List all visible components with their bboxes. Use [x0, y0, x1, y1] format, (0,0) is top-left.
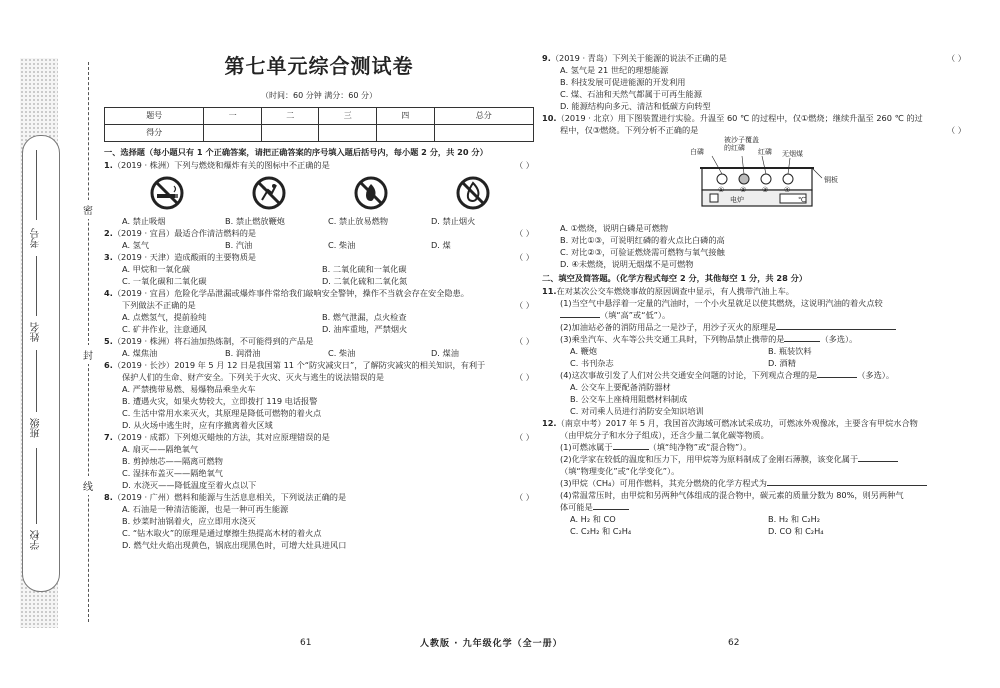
option-b[interactable]: B. 剪掉烛芯——隔离可燃物: [122, 456, 223, 466]
score-header-cell: 四: [377, 108, 435, 125]
footer-edition: 人教版 · 九年级化学（全一册）: [420, 639, 563, 649]
info-frame: [22, 135, 60, 592]
answer-blank[interactable]: [776, 329, 896, 330]
answer-bracket[interactable]: （ ）: [515, 300, 534, 310]
option-b[interactable]: B. 燃气泄漏，点火检查: [322, 312, 407, 322]
question-10-line2: 程中，仅③燃烧。下列分析不正确的是 （ ）: [560, 125, 966, 135]
combustion-apparatus-diagram: [690, 138, 966, 220]
option-a[interactable]: A. 氢气是 21 世纪的理想能源: [560, 65, 669, 75]
circle-label-1: ①: [718, 186, 725, 194]
option-c[interactable]: C. 湿抹布盖灭——隔绝氧气: [122, 468, 223, 478]
option-d[interactable]: D. 油库重地，严禁烟火: [322, 324, 408, 334]
exam-number-label: 考号: [31, 228, 42, 248]
option-d[interactable]: D. 从火场中逃生时，应有序撤离着火区域: [122, 420, 273, 430]
question-3: 3.（2019 · 天津）造成酸雨的主要物质是 （ ）: [104, 252, 534, 262]
question-6-line2: 保护人们的生命、财产安全。下列关于火灾、灭火与逃生的说法错误的是 （ ）: [122, 372, 534, 382]
no-flammables-sign: [330, 176, 432, 210]
option-a[interactable]: A. 严禁携带易燃、易爆物品乘坐火车: [122, 384, 256, 394]
option-b[interactable]: B. 对比①③，可说明红磷的着火点比白磷的高: [560, 235, 725, 245]
score-header-cell: 二: [261, 108, 319, 125]
question-4-options-cd: [104, 323, 534, 335]
option-d[interactable]: D. 煤油: [431, 348, 459, 358]
no-fireworks-icon: [252, 176, 286, 210]
answer-bracket[interactable]: （ ）: [515, 372, 534, 382]
answer-bracket[interactable]: （ ）: [515, 492, 534, 502]
page-number-left: 61: [300, 638, 312, 648]
option-c[interactable]: C. 对比②③，可验证燃烧需可燃物与氧气接触: [560, 247, 725, 257]
option-d[interactable]: D. 二氧化硫和二氧化氮: [322, 276, 408, 286]
question-8: 8.（2019 · 广州）燃料和能源与生活息息相关，下列说法正确的是 （ ）: [104, 492, 534, 502]
option-b[interactable]: B. 瓶装饮料: [768, 346, 812, 356]
option-b[interactable]: B. 润滑油: [225, 348, 261, 358]
no-open-flame-sign: [432, 176, 534, 210]
option-b[interactable]: B. 汽油: [225, 240, 253, 250]
question-1-options: [104, 215, 534, 227]
option-a[interactable]: A. ①燃烧，说明白磷是可燃物: [560, 223, 669, 233]
no-fireworks-sign: [228, 176, 330, 210]
option-c[interactable]: C. 柴油: [328, 240, 356, 250]
q11-part1-cont: （填“高”或“低”）。: [542, 309, 966, 321]
label-electric-furnace: 电炉: [730, 196, 744, 204]
question-12: 12.（南京中考）2017 年 5 月，我国首次海域可燃冰试采成功，可燃冰外观像冰，主要含有甲烷水合物: [542, 418, 918, 428]
q12-part4-cont: 体可能是: [542, 501, 966, 513]
school-line: [36, 448, 37, 524]
score-table: [104, 107, 534, 142]
no-flammables-icon: [354, 176, 388, 210]
score-header-cell: 总分: [434, 108, 533, 125]
option-a[interactable]: A. 点燃氢气，提前验纯: [122, 312, 207, 322]
answer-bracket[interactable]: （ ）: [515, 160, 534, 170]
cut-mark-seal: 密: [82, 200, 94, 219]
school-label: 学校: [31, 530, 42, 550]
answer-bracket[interactable]: （ ）: [947, 125, 966, 135]
score-header-cell: 三: [319, 108, 377, 125]
label-red-phosphorus: 红磷: [758, 148, 772, 156]
option-b[interactable]: B. 禁止燃放鞭炮: [225, 216, 285, 226]
label-temperature-unit: ℃: [798, 196, 806, 204]
answer-blank[interactable]: [767, 485, 927, 486]
q12-options-ab: [542, 513, 966, 525]
option-d[interactable]: D. 酒精: [768, 358, 796, 368]
q11-part1: (1)当空气中悬浮着一定量的汽油时，一个小火星就足以使其燃烧，这说明汽油的着火点较: [560, 298, 883, 308]
section-heading-1: 一、选择题（每小题只有 1 个正确答案，请把正确答案的序号填入题后括号内，每小题 2 分，共 20 分）: [104, 147, 488, 157]
q12-options-cd: [542, 525, 966, 537]
answer-blank[interactable]: [613, 449, 649, 450]
right-page: [542, 52, 966, 537]
option-d[interactable]: D. 燃气灶火焰出现黄色，锅底出现黑色时，可增大灶具进风口: [122, 540, 347, 550]
question-1: 1.（2019 · 株洲）下列与燃烧和爆炸有关的图标中不正确的是 （ ）: [104, 160, 534, 170]
exam-subtitle: （时间：60 分钟 满分：60 分）: [261, 91, 377, 100]
answer-bracket[interactable]: （ ）: [515, 336, 534, 346]
option-c[interactable]: C. 对司乘人员进行消防安全知识培训: [570, 406, 704, 416]
circle-label-4: ④: [784, 186, 791, 194]
option-d[interactable]: D. 煤: [431, 240, 451, 250]
option-c[interactable]: C. C₂H₂ 和 C₂H₄: [570, 526, 632, 536]
question-6: 6.（2019 · 长沙）2019 年 5 月 12 日是我国第 11 个“防灾减灾日”，了解防灾减灾的相关知识，有利于: [104, 360, 486, 370]
question-4-options-ab: [104, 311, 534, 323]
question-2-options: [104, 239, 534, 251]
question-5: 5.（2019 · 株洲）将石油加热炼制，不可能得到的产品是 （ ）: [104, 336, 534, 346]
answer-blank[interactable]: [560, 317, 600, 318]
question-9: 9.（2019 · 青岛）下列关于能源的说法不正确的是 （ ）: [542, 53, 966, 63]
safety-signs: [104, 171, 534, 215]
option-d[interactable]: D. 能源结构向多元、清洁和低碳方向转型: [560, 101, 711, 111]
q11-part3-options-cd: [542, 357, 966, 369]
answer-blank[interactable]: [593, 509, 629, 510]
cut-mark-close: 封: [82, 345, 94, 364]
q11-part2: (2)加油站必备的消防用品之一是沙子，用沙子灭火的原理是: [542, 321, 966, 333]
q11-part3: (3)乘坐汽车、火车等公共交通工具时，下列物品禁止携带的是 （多选）。: [560, 334, 858, 344]
class-line: [36, 350, 37, 412]
score-header-cell: 题号: [105, 108, 204, 125]
option-d[interactable]: D. CO 和 C₂H₄: [768, 526, 824, 536]
score-cell[interactable]: [377, 125, 435, 142]
question-10: 10.（2019 · 北京）用下图装置进行实验。升温至 60 ℃ 的过程中，仅①燃烧；继续升温至 260 ℃ 的过: [542, 113, 923, 123]
option-b[interactable]: B. 二氧化硫和一氧化碳: [322, 264, 407, 274]
question-4: 4.（2019 · 宜昌）危险化学品泄漏或爆炸事件常给我们敲响安全警钟，操作不当就会存在安全隐患。: [104, 288, 469, 298]
cut-mark-line: 线: [82, 476, 94, 495]
q11-part3-options-ab: [542, 345, 966, 357]
option-c[interactable]: C. “钻木取火”的原理是通过摩擦生热提高木材的着火点: [122, 528, 322, 538]
no-smoking-sign: [126, 176, 228, 210]
score-cell[interactable]: [319, 125, 377, 142]
answer-bracket[interactable]: （ ）: [515, 228, 534, 238]
circle-label-3: ③: [762, 186, 769, 194]
section-heading-2: 二、填空及简答题。（化学方程式每空 2 分，其他每空 1 分，共 28 分）: [542, 273, 808, 283]
option-a[interactable]: A. H₂ 和 CO: [570, 514, 616, 524]
binding-sidebar: [0, 0, 92, 688]
answer-bracket[interactable]: （ ）: [515, 432, 534, 442]
cut-line: [88, 62, 89, 622]
option-b[interactable]: B. H₂ 和 C₂H₂: [768, 514, 821, 524]
no-smoking-icon: [150, 176, 184, 210]
option-b[interactable]: B. 炒菜时油锅着火，应立即用水浇灭: [122, 516, 256, 526]
question-4-line2: 下列做法不正确的是 （ ）: [122, 300, 534, 310]
answer-bracket[interactable]: （ ）: [947, 53, 966, 63]
answer-blank[interactable]: [784, 341, 820, 342]
label-copper-plate: 铜板: [824, 176, 838, 184]
answer-blank[interactable]: [817, 377, 857, 378]
option-d[interactable]: D. 禁止烟火: [431, 216, 476, 226]
q12-part3: (3)甲烷（CH₄）可用作燃料，其充分燃烧的化学方程式为: [542, 477, 966, 489]
score-cell[interactable]: [204, 125, 262, 142]
option-b[interactable]: B. 遭遇火灾，如果火势较大，立即拨打 119 电话报警: [122, 396, 318, 406]
label-anthracite: 无烟煤: [782, 150, 803, 158]
option-a[interactable]: A. 氢气: [122, 240, 150, 250]
circle-label-2: ②: [740, 186, 747, 194]
question-3-options-ab: [104, 263, 534, 275]
question-2: 2.（2019 · 宜昌）最适合作清洁燃料的是 （ ）: [104, 228, 534, 238]
score-cell[interactable]: [434, 125, 533, 142]
score-cell[interactable]: [261, 125, 319, 142]
answer-bracket[interactable]: （ ）: [515, 252, 534, 262]
option-a[interactable]: A. 禁止吸烟: [122, 216, 166, 226]
score-label-cell: 得分: [105, 125, 204, 142]
question-7: 7.（2019 · 成都）下列熄灭蜡烛的方法，其对应原理错误的是 （ ）: [104, 432, 534, 442]
q12-part2-cont: （填“物理变化”或“化学变化”）。: [560, 466, 680, 476]
option-a[interactable]: A. 石油是一种清洁能源，也是一种可再生能源: [122, 504, 289, 514]
score-header-cell: 一: [204, 108, 262, 125]
question-5-options: [104, 347, 534, 359]
option-c[interactable]: C. 一氧化碳和二氧化碳: [122, 276, 207, 286]
option-a[interactable]: A. 甲烷和一氧化碳: [122, 264, 190, 274]
option-d[interactable]: D. 水浇灭——降低温度至着火点以下: [122, 480, 257, 490]
exam-number-line: [36, 150, 37, 220]
option-a[interactable]: A. 煤焦油: [122, 348, 158, 358]
page-number-right: 62: [728, 638, 740, 648]
q12-line2: （由甲烷分子和水分子组成），还含少量二氧化碳等物质。: [560, 430, 769, 440]
class-label: 班级: [31, 418, 42, 438]
option-c[interactable]: C. 禁止放易燃物: [328, 216, 389, 226]
option-a[interactable]: A. 扇灭——隔绝氧气: [122, 444, 199, 454]
option-b[interactable]: B. 公交车上座椅用阻燃材料制成: [570, 394, 688, 404]
option-a[interactable]: A. 公交车上要配备消防器材: [570, 382, 671, 392]
q12-part4: (4)常温常压时，由甲烷和另两种气体组成的混合物中，碳元素的质量分数为 80%，则另两种气: [560, 490, 904, 500]
label-white-phosphorus: 白磷: [690, 148, 704, 156]
q11-part4: (4)这次事故引发了人们对公共交通安全问题的讨论，下列观点合理的是 （多选）。: [560, 370, 895, 380]
label-covered-red-phosphorus: 被沙子覆盖的红磷: [724, 136, 759, 152]
option-c[interactable]: C. 煤、石油和天然气都属于可再生能源: [560, 89, 702, 99]
question-3-options-cd: [104, 275, 534, 287]
option-c[interactable]: C. 柴油: [328, 348, 356, 358]
option-a[interactable]: A. 鞭炮: [570, 346, 598, 356]
option-c[interactable]: C. 矿井作业，注意通风: [122, 324, 207, 334]
option-c[interactable]: C. 书刊杂志: [570, 358, 614, 368]
q12-part1: (1)可燃冰属于 （填“纯净物”或“混合物”）。: [560, 442, 752, 452]
answer-blank[interactable]: [858, 461, 898, 462]
left-page: [104, 52, 534, 551]
name-label: 姓名: [31, 322, 42, 342]
question-11: 11.在对某次公交车燃烧事故的原因调查中显示，有人携带汽油上车。: [542, 286, 794, 296]
option-b[interactable]: B. 科技发展可促进能源的开发利用: [560, 77, 686, 87]
option-c[interactable]: C. 生活中常用水来灭火，其原理是降低可燃物的着火点: [122, 408, 322, 418]
q12-part2: (2)化学家在较低的温度和压力下，用甲烷等为原料制成了金刚石薄膜，该变化属于: [542, 453, 966, 465]
name-line: [36, 256, 37, 316]
no-open-flame-icon: [456, 176, 490, 210]
option-d[interactable]: D. ④未燃烧，说明无烟煤不是可燃物: [560, 259, 694, 269]
page-title: 第七单元综合测试卷: [224, 54, 414, 78]
